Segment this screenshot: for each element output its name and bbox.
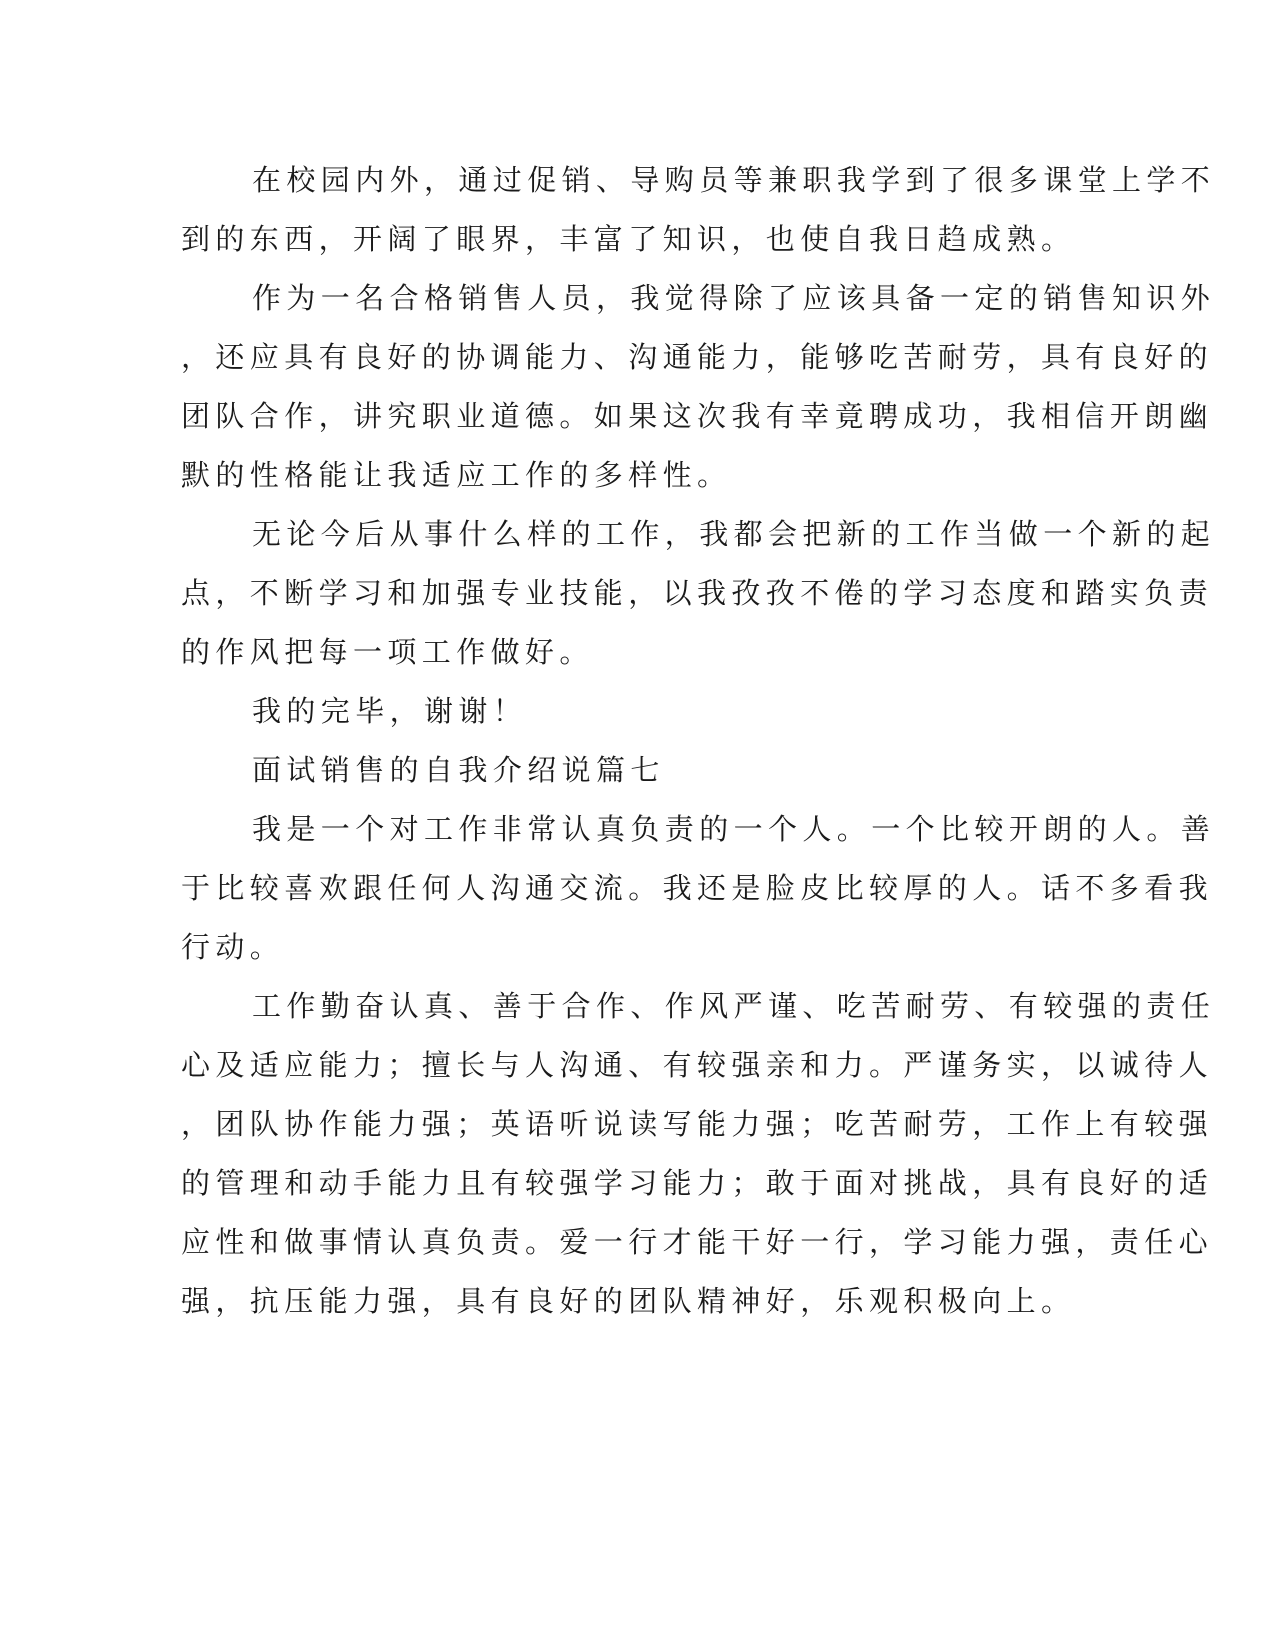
text-line: ，还应具有良好的协调能力、沟通能力，能够吃苦耐劳，具有良好的 xyxy=(181,340,1214,374)
text-line: 工作勤奋认真、善于合作、作风严谨、吃苦耐劳、有较强的责任 xyxy=(252,989,1216,1023)
text-line: 强，抗压能力强，具有良好的团队精神好，乐观积极向上。 xyxy=(181,1284,1076,1318)
text-line: 应性和做事情认真负责。爱一行才能干好一行，学习能力强，责任心 xyxy=(181,1225,1214,1259)
text-line: 心及适应能力；擅长与人沟通、有较强亲和力。严谨务实，以诚待人 xyxy=(181,1048,1214,1082)
text-line: 行动。 xyxy=(181,930,285,964)
text-line: 点，不断学习和加强专业技能，以我孜孜不倦的学习态度和踏实负责 xyxy=(181,576,1214,610)
text-line: 作为一名合格销售人员，我觉得除了应该具备一定的销售知识外 xyxy=(252,281,1216,315)
text-line: ，团队协作能力强；英语听说读写能力强；吃苦耐劳，工作上有较强 xyxy=(181,1107,1214,1141)
text-line: 默的性格能让我适应工作的多样性。 xyxy=(181,458,732,492)
section-heading: 面试销售的自我介绍说篇七 xyxy=(252,753,665,787)
text-line: 到的东西，开阔了眼界，丰富了知识，也使自我日趋成熟。 xyxy=(181,222,1076,256)
text-line: 我是一个对工作非常认真负责的一个人。一个比较开朗的人。善 xyxy=(252,812,1216,846)
text-line: 团队合作，讲究职业道德。如果这次我有幸竟聘成功，我相信开朗幽 xyxy=(181,399,1214,433)
text-line: 的作风把每一项工作做好。 xyxy=(181,635,594,669)
text-line: 在校园内外，通过促销、导购员等兼职我学到了很多课堂上学不 xyxy=(252,163,1216,197)
text-line: 无论今后从事什么样的工作，我都会把新的工作当做一个新的起 xyxy=(252,517,1216,551)
text-line: 于比较喜欢跟任何人沟通交流。我还是脸皮比较厚的人。话不多看我 xyxy=(181,871,1214,905)
text-line: 我的完毕，谢谢！ xyxy=(252,694,528,728)
text-line: 的管理和动手能力且有较强学习能力；敢于面对挑战，具有良好的适 xyxy=(181,1166,1214,1200)
